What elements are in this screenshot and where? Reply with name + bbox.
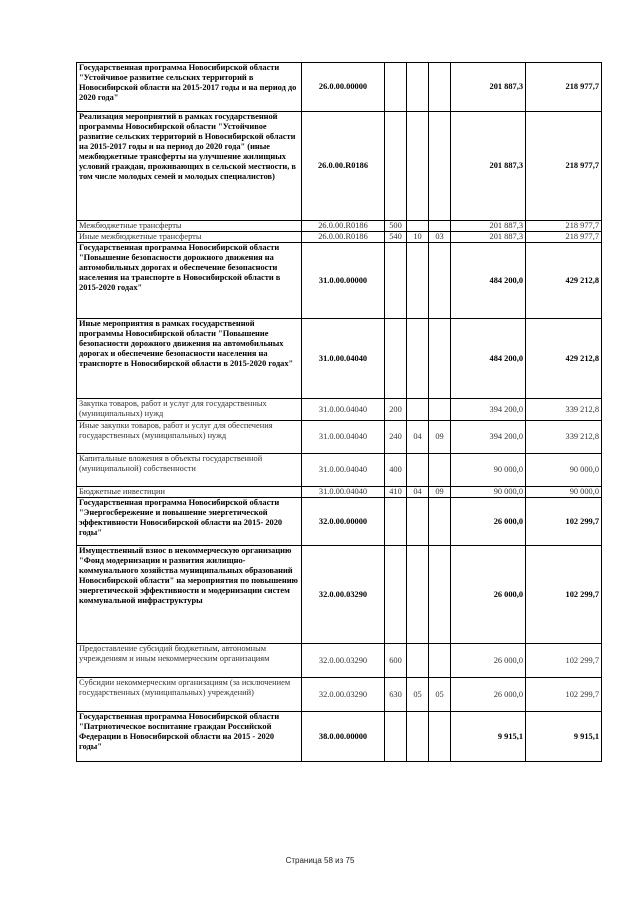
expense-type-code [385, 319, 407, 399]
expense-type-code [385, 498, 407, 546]
section-code [407, 63, 429, 112]
amount-year-1: 201 887,3 [451, 221, 526, 232]
amount-year-1: 26 000,0 [451, 498, 526, 546]
section-code: 10 [407, 232, 429, 243]
subsection-code [429, 454, 451, 487]
table-row [77, 399, 602, 421]
amount-year-2: 102 299,7 [526, 546, 602, 644]
target-article-code: 32.0.00.03290 [302, 678, 385, 712]
row-name: Государственная программа Новосибирской области "Повышение безопасности дорожного движения на автомобильных дорогах и обеспечение безопасности населения на транспорте в Новосибирской области в 2015-2020 годах" [77, 243, 302, 319]
target-article-code: 26.0.00.R0186 [302, 112, 385, 221]
amount-year-1: 484 200,0 [451, 319, 526, 399]
target-article-code: 31.0.00.04040 [302, 487, 385, 498]
row-name: Иные мероприятия в рамках государственной программы Новосибирской области "Повышение безопасности дорожного движения на автомобильных дорогах и обеспечение безопасности населения на транспорте в Новосибирской области в 2015-2020 годах" [77, 319, 302, 399]
amount-year-1: 201 887,3 [451, 63, 526, 112]
section-code [407, 644, 429, 678]
subsection-code [429, 399, 451, 421]
table-row [77, 454, 602, 487]
table-row [77, 421, 602, 454]
amount-year-2: 102 299,7 [526, 498, 602, 546]
row-name: Бюджетные инвестиции [77, 487, 302, 498]
amount-year-1: 201 887,3 [451, 232, 526, 243]
table-row [77, 678, 602, 712]
expense-type-code [385, 712, 407, 762]
target-article-code: 31.0.00.04040 [302, 454, 385, 487]
amount-year-2: 90 000,0 [526, 454, 602, 487]
row-name: Предоставление субсидий бюджетным, автономным учреждениям и иным некоммерческим организациям [77, 644, 302, 678]
expense-type-code [385, 112, 407, 221]
table-row [77, 644, 602, 678]
row-name: Реализация мероприятий в рамках государственной программы Новосибирской области "Устойчивое развитие сельских территорий в Новосибирской области на 2015-2017 годы и на период до 2020 года" (иные межбюджетные трансферты на улучшение жилищных условий граждан, проживающих в сельской местности, в том числе молодых семей и молодых специалистов) [77, 112, 302, 221]
target-article-code: 32.0.00.03290 [302, 644, 385, 678]
row-name: Иные закупки товаров, работ и услуг для обеспечения государственных (муниципальных) нужд [77, 421, 302, 454]
amount-year-2: 218 977,7 [526, 221, 602, 232]
table-row [77, 243, 602, 319]
amount-year-1: 394 200,0 [451, 421, 526, 454]
amount-year-2: 218 977,7 [526, 232, 602, 243]
target-article-code: 31.0.00.04040 [302, 319, 385, 399]
target-article-code: 26.0.00.R0186 [302, 221, 385, 232]
section-code: 05 [407, 678, 429, 712]
subsection-code [429, 243, 451, 319]
subsection-code [429, 221, 451, 232]
target-article-code: 26.0.00.R0186 [302, 232, 385, 243]
target-article-code: 26.0.00.00000 [302, 63, 385, 112]
amount-year-2: 429 212,8 [526, 319, 602, 399]
row-name: Капитальные вложения в объекты государственной (муниципальной) собственности [77, 454, 302, 487]
row-name: Государственная программа Новосибирской области "Патриотическое воспитание граждан Российской Федерации в Новосибирской области на 2015 - 2020 годы" [77, 712, 302, 762]
target-article-code: 31.0.00.00000 [302, 243, 385, 319]
target-article-code: 31.0.00.04040 [302, 399, 385, 421]
expense-type-code: 540 [385, 232, 407, 243]
table-row [77, 712, 602, 762]
amount-year-2: 218 977,7 [526, 112, 602, 221]
amount-year-2: 90 000,0 [526, 487, 602, 498]
row-name: Закупка товаров, работ и услуг для государственных (муниципальных) нужд [77, 399, 302, 421]
row-name: Государственная программа Новосибирской области "Устойчивое развитие сельских территорий в Новосибирской области на 2015-2017 годы и на период до 2020 года" [77, 63, 302, 112]
page-footer: Страница 58 из 75 [285, 856, 355, 865]
expense-type-code [385, 546, 407, 644]
expense-type-code: 630 [385, 678, 407, 712]
row-name: Субсидии некоммерческим организациям (за исключением государственных (муниципальных) учреждений) [77, 678, 302, 712]
amount-year-1: 26 000,0 [451, 678, 526, 712]
expense-type-code: 410 [385, 487, 407, 498]
expense-type-code: 500 [385, 221, 407, 232]
amount-year-1: 484 200,0 [451, 243, 526, 319]
amount-year-1: 90 000,0 [451, 487, 526, 498]
amount-year-2: 102 299,7 [526, 678, 602, 712]
subsection-code [429, 319, 451, 399]
amount-year-2: 218 977,7 [526, 63, 602, 112]
row-name: Государственная программа Новосибирской области "Энергосбережение и повышение энергетической эффективности Новосибирской области на 2015- 2020 годы" [77, 498, 302, 546]
subsection-code [429, 644, 451, 678]
table-row [77, 487, 602, 498]
row-name: Иные межбюджетные трансферты [77, 232, 302, 243]
table-row [77, 546, 602, 644]
section-code [407, 221, 429, 232]
target-article-code: 32.0.00.00000 [302, 498, 385, 546]
expense-type-code: 600 [385, 644, 407, 678]
table-body [77, 63, 602, 762]
row-name: Имущественный взнос в некоммерческую организацию "Фонд модернизации и развития жилищно-коммунального хозяйства муниципальных образований Новосибирской области" на мероприятия по повышению энергетической эффективности и модернизации систем коммунальной инфраструктуры [77, 546, 302, 644]
amount-year-1: 26 000,0 [451, 546, 526, 644]
subsection-code [429, 63, 451, 112]
expense-type-code [385, 243, 407, 319]
subsection-code [429, 112, 451, 221]
section-code [407, 546, 429, 644]
section-code [407, 243, 429, 319]
section-code [407, 319, 429, 399]
amount-year-2: 339 212,8 [526, 421, 602, 454]
target-article-code: 31.0.00.04040 [302, 421, 385, 454]
amount-year-1: 26 000,0 [451, 644, 526, 678]
section-code [407, 712, 429, 762]
subsection-code: 09 [429, 421, 451, 454]
amount-year-1: 394 200,0 [451, 399, 526, 421]
subsection-code [429, 546, 451, 644]
subsection-code: 03 [429, 232, 451, 243]
section-code [407, 498, 429, 546]
expense-type-code [385, 63, 407, 112]
budget-table [76, 62, 602, 762]
amount-year-2: 9 915,1 [526, 712, 602, 762]
table-row [77, 221, 602, 232]
subsection-code [429, 712, 451, 762]
section-code [407, 399, 429, 421]
subsection-code [429, 498, 451, 546]
table-row [77, 63, 602, 112]
amount-year-2: 339 212,8 [526, 399, 602, 421]
table-row [77, 112, 602, 221]
row-name: Межбюджетные трансферты [77, 221, 302, 232]
table-row [77, 232, 602, 243]
amount-year-1: 90 000,0 [451, 454, 526, 487]
table-row [77, 498, 602, 546]
table-row [77, 319, 602, 399]
subsection-code: 05 [429, 678, 451, 712]
section-code [407, 112, 429, 221]
section-code [407, 454, 429, 487]
expense-type-code: 200 [385, 399, 407, 421]
subsection-code: 09 [429, 487, 451, 498]
section-code: 04 [407, 421, 429, 454]
target-article-code: 32.0.00.03290 [302, 546, 385, 644]
amount-year-1: 9 915,1 [451, 712, 526, 762]
expense-type-code: 240 [385, 421, 407, 454]
target-article-code: 38.0.00.00000 [302, 712, 385, 762]
expense-type-code: 400 [385, 454, 407, 487]
amount-year-2: 102 299,7 [526, 644, 602, 678]
amount-year-1: 201 887,3 [451, 112, 526, 221]
amount-year-2: 429 212,8 [526, 243, 602, 319]
section-code: 04 [407, 487, 429, 498]
